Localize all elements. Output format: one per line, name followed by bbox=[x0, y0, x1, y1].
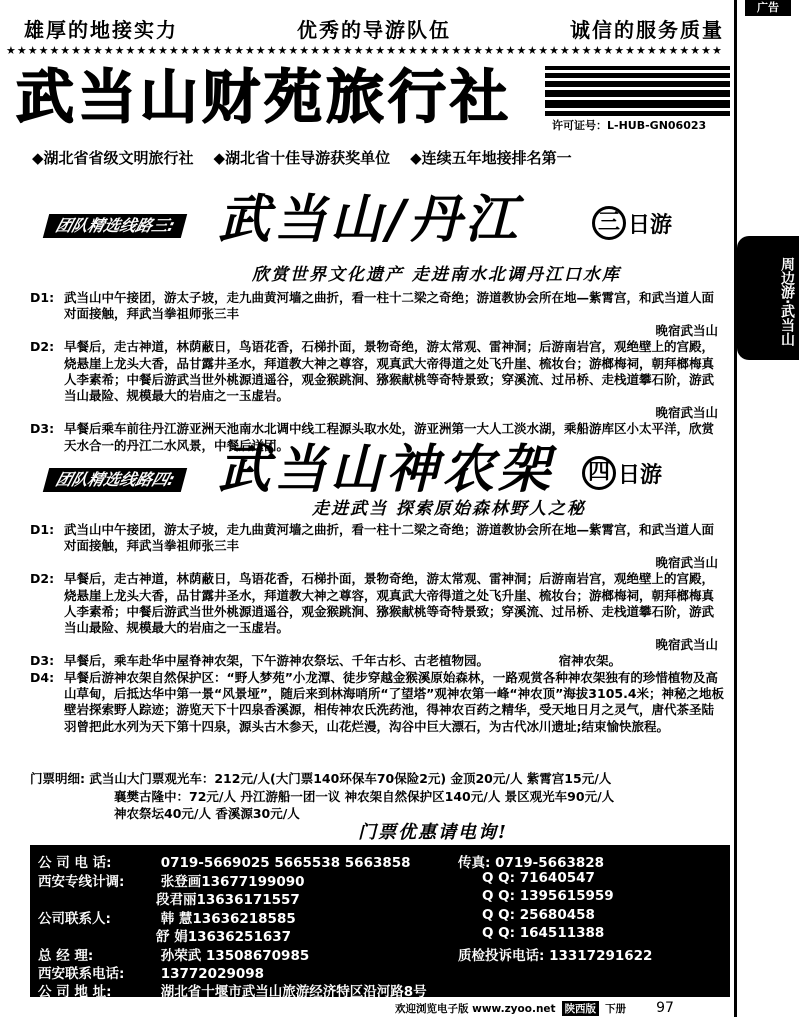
slogans bbox=[24, 14, 724, 46]
gm-label: 总 经 理: bbox=[38, 948, 94, 964]
fax-label: 传真: bbox=[458, 855, 491, 871]
complaint-row bbox=[458, 944, 652, 964]
contact-1: 韩 慧13636218585 bbox=[160, 911, 296, 927]
day-text: 早餐后乘车前往丹江游亚洲天池南水北调中线工程源头取水处，游亚洲第一大人工淡水湖，乘船游库区小太平洋，欣赏天水合一的丹江二水风景，中餐后送团。 bbox=[64, 421, 715, 453]
xian-contact-1: 张登画13677199090 bbox=[160, 874, 305, 890]
side-tab: 周边游·武当山 bbox=[737, 236, 799, 360]
route3-subtitle: 欣赏世界文化遗产 走进南水北调丹江口水库 bbox=[252, 265, 621, 285]
license-number: 许可证号：L-HUB-GN06023 bbox=[552, 119, 707, 132]
gm-row bbox=[38, 944, 309, 964]
ticket-text: 襄樊古隆中：72元/人 丹江游船一团一议 神农架自然保护区140元/人 景区观光车90元/人 bbox=[114, 788, 615, 804]
gm-value: 孙荣武 13508670985 bbox=[160, 948, 310, 964]
contacts-label: 公司联系人: bbox=[38, 911, 111, 927]
contacts-row bbox=[38, 907, 296, 927]
ticket-label: 门票明细: bbox=[30, 771, 85, 786]
address-value: 湖北省十堰市武当山旅游经济特区沿河路8号 bbox=[160, 984, 427, 1000]
day-text: 早餐后游神农架自然保护区：“野人梦苑”小龙潭、徒步穿越金猴溪原始森林，一路观赏各种神农架独有的珍惜植物及高山草甸，后抵达华中第一景“风景垭”，随后来到林海哨所“了望塔”观神农第一峰“神农顶”海拔3105.4米；神秘之地板壁岩探索野人踪迹；游览天下十四泉香溪源，相传神农氏洗药池，得神农百药之精华，受天地日月之灵气，唐代茶圣陆羽曾把此水列为天下第十四泉，源头古木参天，山花烂漫，沟谷中巨大漂石，为古代冰川遗址;结束愉快旅程。 bbox=[64, 669, 725, 734]
honors bbox=[32, 147, 732, 168]
itinerary-day bbox=[30, 571, 726, 653]
ad-tag: 广告 bbox=[745, 0, 791, 16]
honor-3: ◆连续五年地接排名第一 bbox=[410, 149, 572, 167]
contacts-row-2 bbox=[156, 925, 291, 945]
contact-2: 舒 娟13636251637 bbox=[156, 929, 292, 945]
phone-row bbox=[38, 851, 411, 871]
day-label: D3: bbox=[30, 421, 55, 437]
xian-phone-row bbox=[38, 962, 264, 982]
day-text: 武当山中午接团，游太子坡，走九曲黄河墙之曲折，看一柱十二梁之奇绝；游道教协会所在地—紫霄宫，和武当道人面对面接触，拜武当拳祖师张三丰 bbox=[64, 290, 715, 322]
slogan-2: 优秀的导游队伍 bbox=[297, 18, 451, 42]
route4-subtitle: 走进武当 探索原始森林野人之秘 bbox=[312, 499, 586, 519]
logo-stripes bbox=[545, 66, 730, 116]
footer-edition: 陕西版 bbox=[562, 1001, 600, 1016]
route3-banner: 团队精选线路三: bbox=[43, 214, 188, 238]
phone-value: 0719-5669025 5665538 5663858 bbox=[160, 855, 411, 871]
route3-title: 武当山/丹江 bbox=[218, 189, 521, 250]
day-label: D2: bbox=[30, 339, 55, 355]
route4-title: 武当山神农架 bbox=[218, 439, 555, 500]
complaint-label: 质检投诉电话: bbox=[458, 948, 545, 964]
ticket-row bbox=[30, 770, 730, 788]
route4-banner: 团队精选线路四: bbox=[43, 468, 188, 492]
xian-row bbox=[38, 870, 305, 890]
day-label: D1: bbox=[30, 290, 55, 305]
route4-days-label: 日游 bbox=[618, 462, 663, 488]
route3-days-label: 日游 bbox=[628, 212, 673, 238]
route3-days-badge bbox=[592, 206, 672, 240]
day-stay: 宿神农架。 bbox=[558, 653, 622, 669]
fax-value: 0719-5663828 bbox=[495, 855, 605, 871]
address-label: 公 司 地 址: bbox=[38, 984, 112, 1000]
qq-3: Q Q: 25680458 bbox=[482, 907, 595, 923]
discount-call-note: 门票优惠请电询! bbox=[358, 822, 508, 843]
ticket-details bbox=[30, 770, 730, 823]
ticket-row bbox=[30, 788, 730, 806]
star-divider: ★★★★★★★★★★★★★★★★★★★★★★★★★★★★★★★★★★★★★★★★★★★★★★★★★★★★★★★★★★★★★★★★★★ bbox=[6, 44, 723, 57]
xian-contact-2: 段君丽13636171557 bbox=[156, 892, 300, 908]
day-text: 早餐后，走古神道，林荫蔽日，鸟语花香，石梯扑面，景物奇绝，游太常观、雷神洞；后游南岩宫，观绝壁上的宫殿，烧悬崖上龙头大香，品甘露井圣水，拜道教大神之尊容，观真武大帝得道之处飞升崖、梳妆台；游榔梅祠，朝拜榔梅真人李素希；中餐后游武当世外桃源逍遥谷，观金猴跳涧、猕猴献桃等奇特景致；穿溪流、过吊桥、走栈道攀石阶，游武当山最险、规模最大的岩庙之一玉虚岩。 bbox=[64, 339, 715, 404]
route3-days-num: 三 bbox=[592, 206, 626, 240]
itinerary-day bbox=[30, 522, 726, 571]
qq-1: Q Q: 71640547 bbox=[482, 870, 595, 886]
day-stay: 晚宿武当山 bbox=[655, 636, 718, 652]
xian-phone-value: 13772029098 bbox=[160, 966, 265, 982]
itinerary-day bbox=[30, 653, 726, 669]
route4-itinerary bbox=[30, 522, 726, 735]
honor-1: ◆湖北省省级文明旅行社 bbox=[32, 149, 194, 167]
day-stay: 晚宿武当山 bbox=[655, 404, 718, 420]
itinerary-day bbox=[30, 290, 726, 339]
route4-days-num: 四 bbox=[582, 456, 616, 490]
day-text: 武当山中午接团，游太子坡，走九曲黄河墙之曲折，看一柱十二梁之奇绝；游道教协会所在地—紫霄宫，和武当道人面对面接触，拜武当拳祖师张三丰 bbox=[64, 522, 715, 554]
slogan-1: 雄厚的地接实力 bbox=[24, 18, 178, 42]
slogan-3: 诚信的服务质量 bbox=[570, 18, 724, 42]
footer bbox=[395, 1000, 735, 1016]
route4-days-badge bbox=[582, 456, 662, 490]
day-stay: 晚宿武当山 bbox=[655, 322, 718, 338]
fax-row bbox=[458, 851, 604, 871]
day-text: 早餐后，走古神道，林荫蔽日，鸟语花香，石梯扑面，景物奇绝，游太常观、雷神洞；后游南岩宫，观绝壁上的宫殿，烧悬崖上龙头大香，品甘露井圣水，拜道教大神之尊容，观真武大帝得道之处飞升崖、梳妆台；游榔梅祠，朝拜榔梅真人李素希；中餐后游武当世外桃源逍遥谷，观金猴跳涧、猕猴献桃等奇特景致；穿溪流、过吊桥、走栈道攀石阶，游武当山最险、规模最大的岩庙之一玉虚岩。 bbox=[64, 571, 715, 636]
right-border bbox=[734, 0, 737, 1017]
xian-row-2 bbox=[156, 888, 300, 908]
agency-name: 武当山财苑旅行社 bbox=[16, 63, 513, 131]
honor-2: ◆湖北省十佳导游获奖单位 bbox=[213, 149, 391, 167]
phone-label: 公 司 电 话: bbox=[38, 855, 112, 871]
xian-phone-label: 西安联系电话: bbox=[38, 966, 125, 982]
page-number: 97 bbox=[656, 1000, 674, 1016]
complaint-value: 13317291622 bbox=[549, 948, 653, 964]
itinerary-day bbox=[30, 670, 726, 736]
ticket-text: 神农祭坛40元/人 香溪源30元/人 bbox=[114, 806, 300, 821]
footer-browse: 欢迎浏览电子版 www.zyoo.net bbox=[395, 1002, 556, 1015]
day-label: D1: bbox=[30, 522, 55, 537]
day-label: D2: bbox=[30, 571, 55, 587]
footer-volume: 下册 bbox=[605, 1002, 627, 1015]
qq-4: Q Q: 164511388 bbox=[482, 925, 605, 941]
day-label: D4: bbox=[30, 669, 55, 685]
xian-label: 西安专线计调: bbox=[38, 874, 125, 890]
qq-2: Q Q: 1395615959 bbox=[482, 888, 614, 904]
route3-itinerary bbox=[30, 290, 726, 454]
itinerary-day bbox=[30, 339, 726, 421]
day-label: D3: bbox=[30, 653, 55, 669]
ticket-text: 武当山大门票观光车：212元/人(大门票140环保车70保险2元) 金顶20元/人 紫霄宫15元/人 bbox=[89, 771, 612, 786]
contact-block bbox=[30, 845, 730, 1000]
address-row bbox=[38, 980, 427, 1000]
day-text: 早餐后，乘车赴华中屋脊神农架，下午游神农祭坛、千年古杉、古老植物园。 bbox=[64, 653, 490, 669]
day-stay: 晚宿武当山 bbox=[655, 554, 718, 570]
